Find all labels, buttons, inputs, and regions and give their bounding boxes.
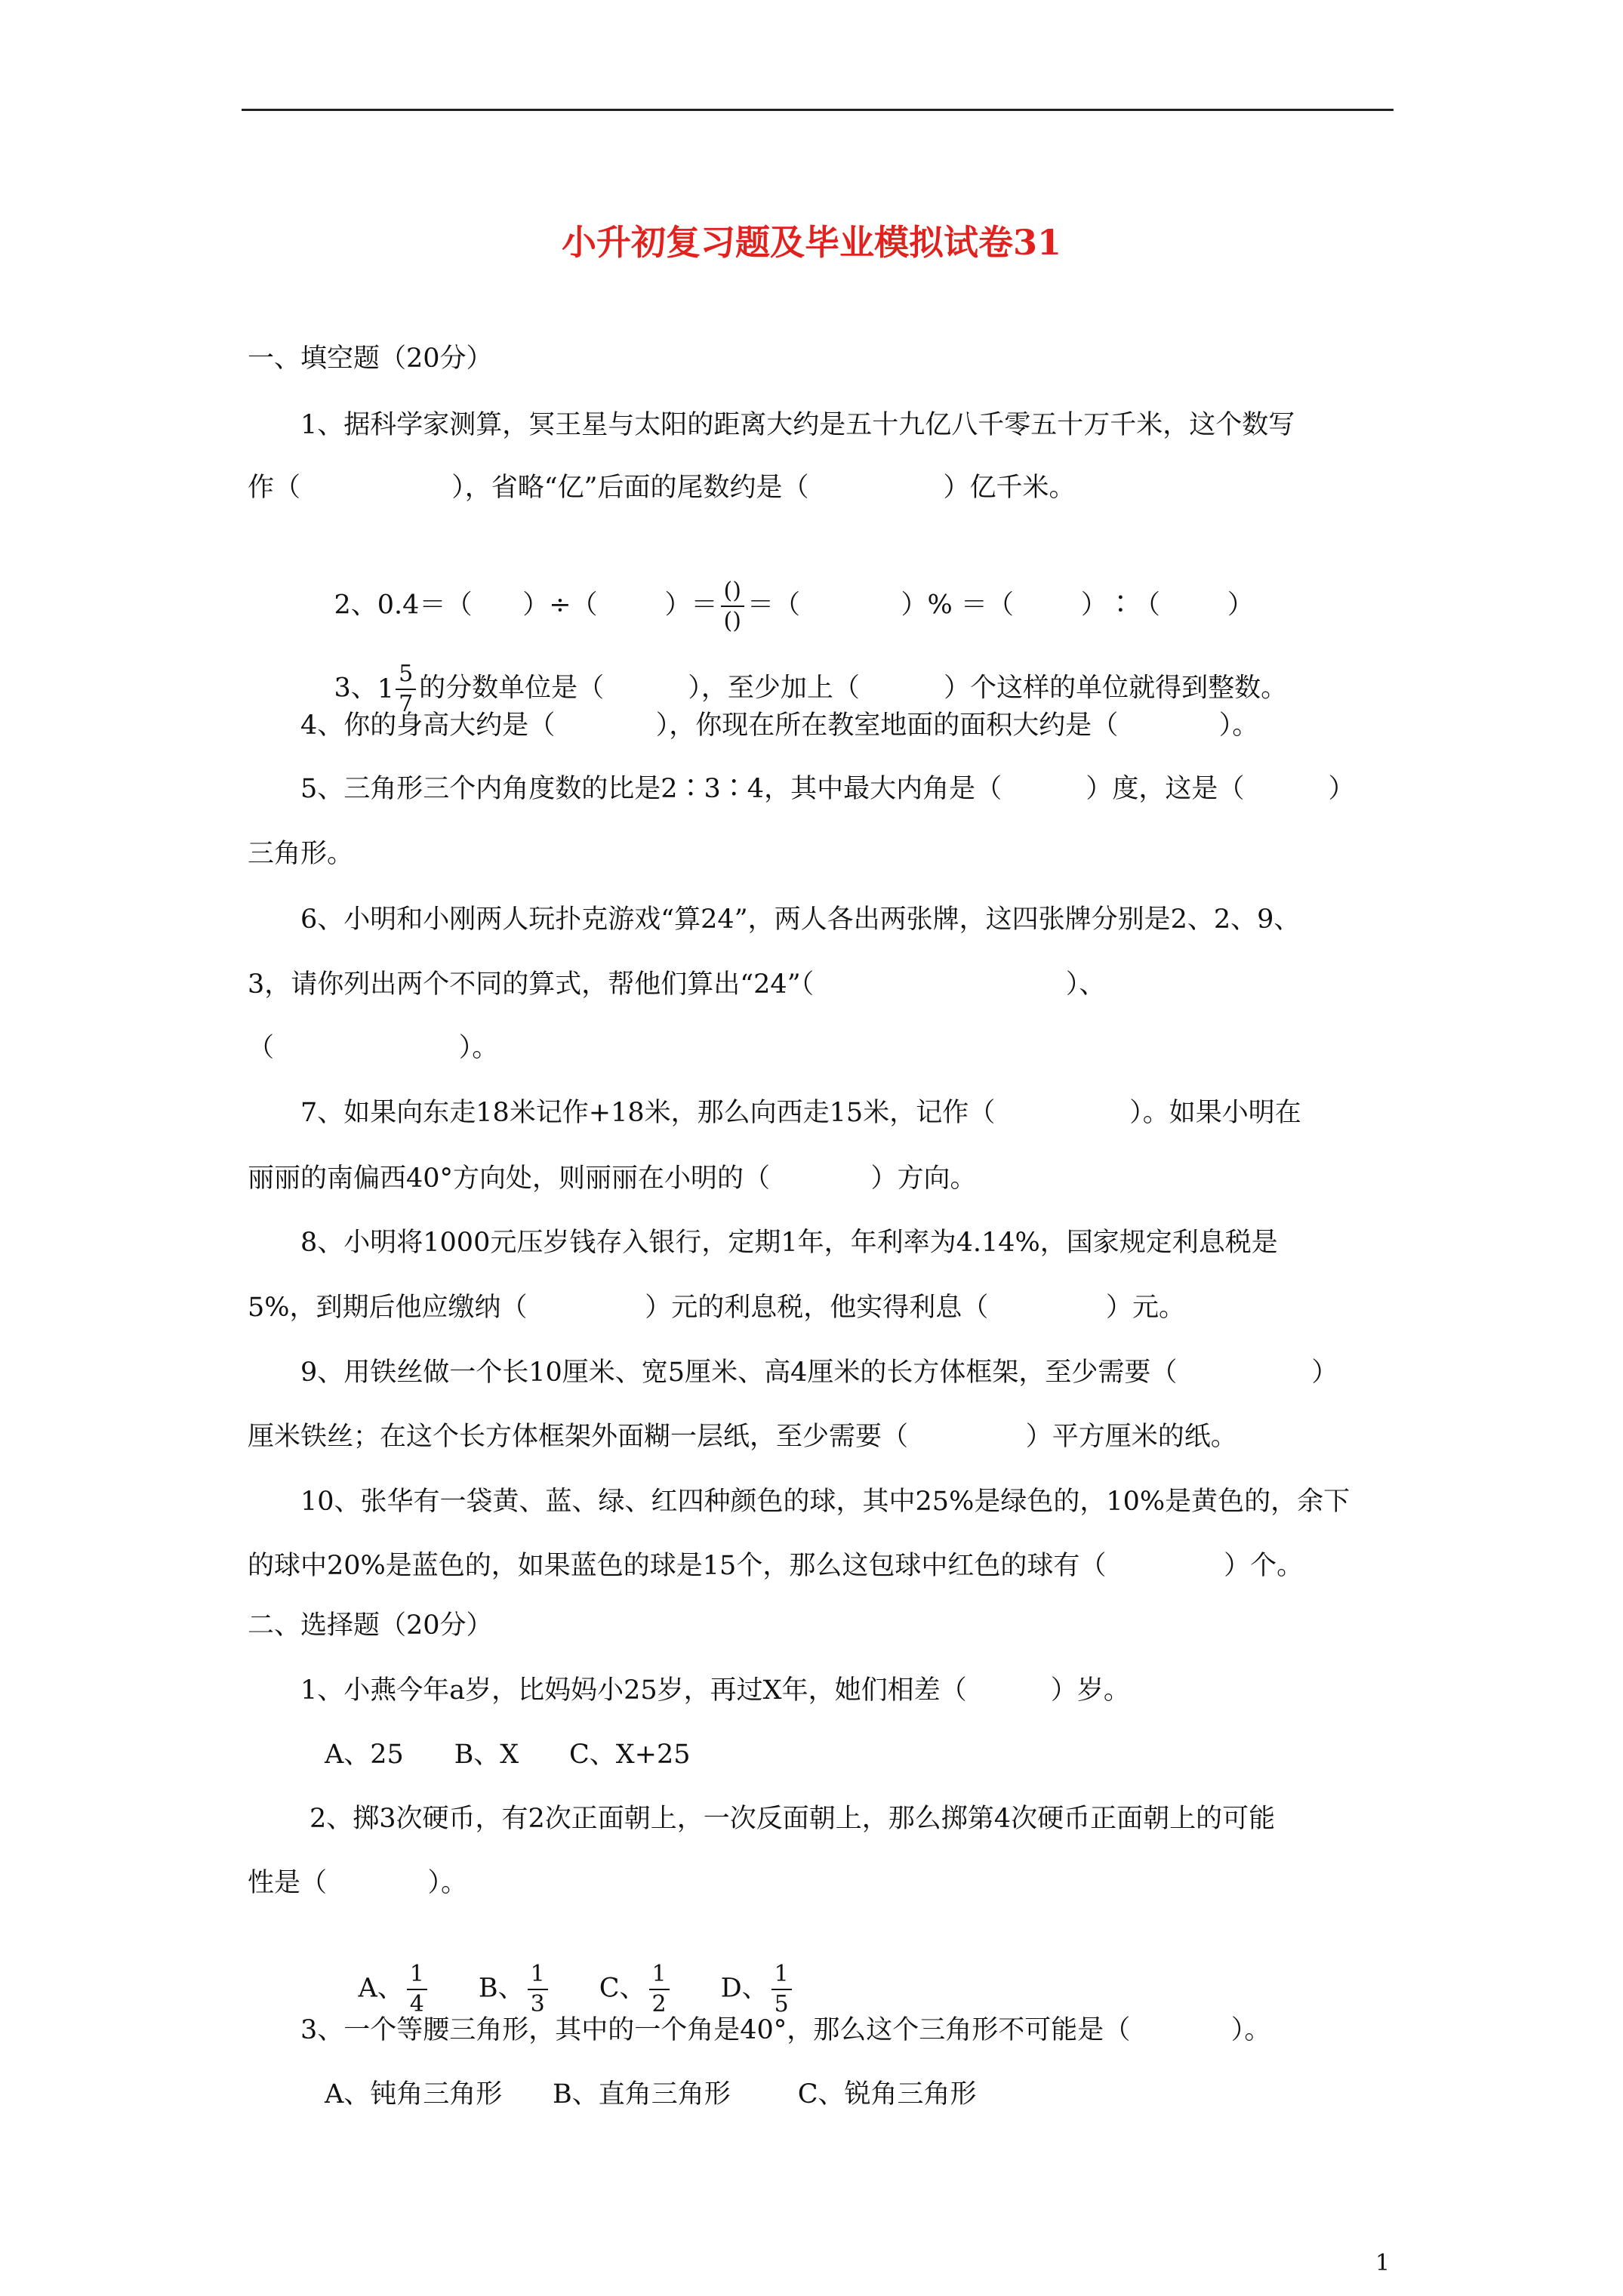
question-1-2-suffix: ＝（ ）% ＝（ ）∶（ ） (747, 590, 1254, 621)
option-b-label: B、 (478, 1973, 525, 2004)
section-2-heading: 二、选择题（20分） (248, 1610, 493, 1641)
question-2-3-options: A、钝角三角形 B、直角三角形 C、锐角三角形 (325, 2079, 977, 2110)
option-b-fraction (528, 1963, 548, 2016)
option-d-label: D、 (720, 1973, 768, 2004)
fraction-denominator: 4 (407, 1989, 427, 2016)
page-number: 1 (1375, 2250, 1390, 2276)
question-1-6-line-3: （ ）。 (248, 1033, 499, 1063)
fraction-numerator: () (723, 578, 741, 604)
question-1-1-line-2: 作（ ），省略“亿”后面的尾数约是（ ）亿千米。 (248, 473, 1076, 503)
question-2-3: 3、一个等腰三角形，其中的一个角是40°，那么这个三角形不可能是（ ）。 (300, 2015, 1271, 2045)
question-1-4: 4、你的身高大约是（ ），你现在所在教室地面的面积大约是（ ）。 (300, 710, 1259, 741)
fraction-numerator: 1 (409, 1961, 424, 1987)
option-a-label: A、 (358, 1973, 404, 2004)
fraction-denominator: 7 (396, 689, 416, 716)
question-1-5-line-1: 5、三角形三个内角度数的比是2∶3∶4，其中最大内角是（ ）度，这是（ ） (300, 774, 1355, 804)
question-1-7-line-1: 7、如果向东走18米记作+18米，那么向西走15米，记作（ ）。如果小明在 (300, 1098, 1301, 1128)
fraction-denominator: 5 (771, 1989, 792, 2016)
fraction-denominator: 2 (649, 1989, 670, 2016)
question-1-9-line-2: 厘米铁丝；在这个长方体框架外面糊一层纸，至少需要（ ）平方厘米的纸。 (248, 1422, 1237, 1452)
page-title: 小升初复习题及毕业模拟试卷31 (561, 222, 1061, 263)
fraction-numerator: 1 (530, 1961, 545, 1987)
header-rule (242, 109, 1394, 111)
question-1-1-line-1: 1、据科学家测算，冥王星与太阳的距离大约是五十九亿八千零五十万千米，这个数写 (300, 410, 1295, 440)
question-1-8-line-2: 5%，到期后他应缴纳（ ）元的利息税，他实得利息（ ）元。 (248, 1293, 1186, 1323)
option-a-fraction (407, 1963, 427, 2016)
question-2-1: 1、小燕今年a岁，比妈妈小25岁，再过X年，她们相差（ ）岁。 (300, 1675, 1130, 1706)
question-1-9-line-1: 9、用铁丝做一个长10厘米、宽5厘米、高4厘米的长方体框架，至少需要（ ） (300, 1358, 1338, 1388)
question-1-3-prefix: 3、 (334, 673, 377, 704)
question-1-2-prefix: 2、0.4＝（ ）÷（ ）＝ (334, 590, 718, 621)
fraction-denominator: 3 (528, 1989, 548, 2016)
question-1-6-line-1: 6、小明和小刚两人玩扑克游戏“算24”，两人各出两张牌，这四张牌分别是2、2、9、 (300, 905, 1301, 935)
question-2-1-options: A、25 B、X C、X+25 (325, 1740, 691, 1770)
fraction-numerator: 5 (399, 661, 414, 687)
fraction-denominator: () (721, 606, 744, 633)
question-2-2-line-1: 2、掷3次硬币，有2次正面朝上，一次反面朝上，那么掷第4次硬币正面朝上的可能 (310, 1804, 1276, 1834)
question-1-10-line-2: 的球中20%是蓝色的，如果蓝色的球是15个，那么这包球中红色的球有（ ）个。 (248, 1551, 1304, 1581)
question-1-7-line-2: 丽丽的南偏西40°方向处，则丽丽在小明的（ ）方向。 (248, 1163, 977, 1194)
option-c-fraction (649, 1963, 670, 2016)
option-c-label: C、 (599, 1973, 646, 2004)
question-1-3-suffix: 的分数单位是（ ），至少加上（ ）个这样的单位就得到整数。 (419, 673, 1288, 704)
question-1-10-line-1: 10、张华有一袋黄、蓝、绿、红四种颜色的球，其中25%是绿色的，10%是黄色的，余下 (300, 1487, 1350, 1517)
fraction-numerator: 1 (651, 1961, 667, 1987)
question-1-5-line-2: 三角形。 (248, 839, 354, 869)
fraction-numerator: 1 (774, 1961, 789, 1987)
mixed-number-whole: 1 (377, 674, 395, 704)
section-1-heading: 一、填空题（20分） (248, 344, 493, 374)
question-1-8-line-1: 8、小明将1000元压岁钱存入银行，定期1年，年利率为4.14%，国家规定利息税是 (300, 1228, 1278, 1258)
option-d-fraction (771, 1963, 792, 2016)
question-1-6-line-2: 3，请你列出两个不同的算式，帮他们算出“24”（ ）、 (248, 969, 1106, 1000)
question-2-2-line-2: 性是（ ）。 (248, 1868, 468, 1898)
blank-fraction (721, 580, 744, 633)
